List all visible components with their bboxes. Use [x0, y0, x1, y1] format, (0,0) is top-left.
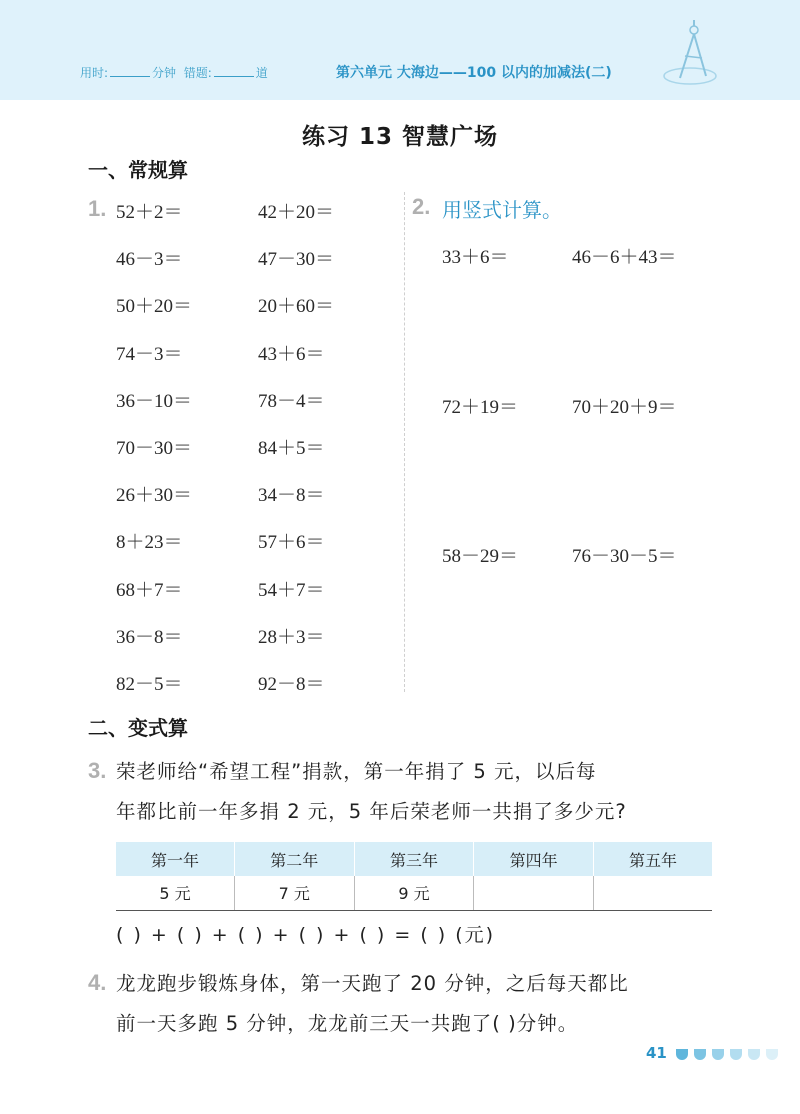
- q1-expression: 68＋7＝: [116, 580, 183, 601]
- q1-expression: 82－5＝: [116, 674, 183, 695]
- column-divider: [404, 192, 405, 692]
- q1-expression: 74－3＝: [116, 344, 183, 365]
- q2-instruction: 用竖式计算。: [442, 198, 562, 222]
- errors-blank[interactable]: [214, 65, 254, 77]
- section-title-routine: 一、常规算: [88, 158, 188, 182]
- q3-equation-blanks[interactable]: ( ) + ( ) + ( ) + ( ) + ( ) = ( ) (元): [116, 924, 496, 946]
- q4-text: [116, 964, 726, 1044]
- q1-expression: 8＋23＝: [116, 532, 183, 553]
- table-header-cell: 第二年: [234, 842, 354, 876]
- errors-label: 错题:: [183, 66, 212, 80]
- q4-line-1: 龙龙跑步锻炼身体，第一天跑了 20 分钟，之后每天都比: [116, 972, 629, 995]
- question-number-1: 1.: [88, 196, 107, 221]
- q1-expression: 42＋20＝: [258, 202, 335, 223]
- q1-expression: 52＋2＝: [116, 202, 183, 223]
- compass-icon: [660, 18, 720, 88]
- q1-expression: 84＋5＝: [258, 438, 325, 459]
- wave-border-icon: [0, 92, 800, 106]
- page-decoration-icon: [674, 1047, 790, 1061]
- q1-expression: 20＋60＝: [258, 296, 335, 317]
- section-title-variant: 二、变式算: [88, 716, 188, 740]
- q1-expression: 28＋3＝: [258, 627, 325, 648]
- table-row: [116, 876, 712, 910]
- table-header-cell: 第四年: [474, 842, 594, 876]
- q1-expression: 57＋6＝: [258, 532, 325, 553]
- q1-expression: 26＋30＝: [116, 485, 193, 506]
- q3-line-1: 荣老师给“希望工程”捐款，第一年捐了 5 元，以后每: [116, 760, 597, 783]
- table-cell: 5 元: [116, 876, 234, 910]
- q2-expression: 33＋6＝: [442, 247, 509, 268]
- time-errors-record: [80, 64, 268, 81]
- q2-expression: 46－6＋43＝: [572, 247, 677, 268]
- minutes-label: 分钟: [152, 66, 177, 80]
- time-label: 用时:: [80, 66, 109, 80]
- count-label: 道: [255, 66, 268, 80]
- q1-expression: 70－30＝: [116, 438, 193, 459]
- question-number-2: 2.: [412, 194, 431, 219]
- q1-expression: 47－30＝: [258, 249, 335, 270]
- q2-expression: 58－29＝: [442, 546, 519, 567]
- q1-expression: 50＋20＝: [116, 296, 193, 317]
- q2-expression: 70＋20＋9＝: [572, 397, 677, 418]
- q2-expression: 72＋19＝: [442, 397, 519, 418]
- q1-expression: 92－8＝: [258, 674, 325, 695]
- table-header-cell: 第三年: [354, 842, 474, 876]
- header-band: [0, 0, 800, 100]
- table-header-cell: 第五年: [594, 842, 712, 876]
- q1-expression: 36－8＝: [116, 627, 183, 648]
- q1-expression: 54＋7＝: [258, 580, 325, 601]
- table-cell: 7 元: [234, 876, 354, 910]
- table-cell-answer[interactable]: [474, 876, 594, 910]
- q4-line-2: 前一天多跑 5 分钟，龙龙前三天一共跑了( )分钟。: [116, 1012, 579, 1035]
- page-number: 41: [646, 1044, 667, 1062]
- q1-expression: 43＋6＝: [258, 344, 325, 365]
- q1-expression: 34－8＝: [258, 485, 325, 506]
- question-number-4: 4.: [88, 970, 107, 995]
- time-blank[interactable]: [110, 65, 150, 77]
- q3-line-2: 年都比前一年多捐 2 元，5 年后荣老师一共捐了多少元?: [116, 800, 627, 823]
- table-header-cell: 第一年: [116, 842, 234, 876]
- q1-expression: 78－4＝: [258, 391, 325, 412]
- table-cell-answer[interactable]: [594, 876, 712, 910]
- q3-text: [116, 752, 726, 832]
- q1-expression: 46－3＝: [116, 249, 183, 270]
- donation-table: [116, 842, 712, 911]
- question-number-3: 3.: [88, 758, 107, 783]
- table-header-row: [116, 842, 712, 876]
- q2-expression: 76－30－5＝: [572, 546, 677, 567]
- page-title: 练习 13 智慧广场: [301, 124, 499, 150]
- unit-title: 第六单元 大海边——100 以内的加减法(二): [336, 65, 612, 81]
- table-cell: 9 元: [354, 876, 474, 910]
- q1-expression: 36－10＝: [116, 391, 193, 412]
